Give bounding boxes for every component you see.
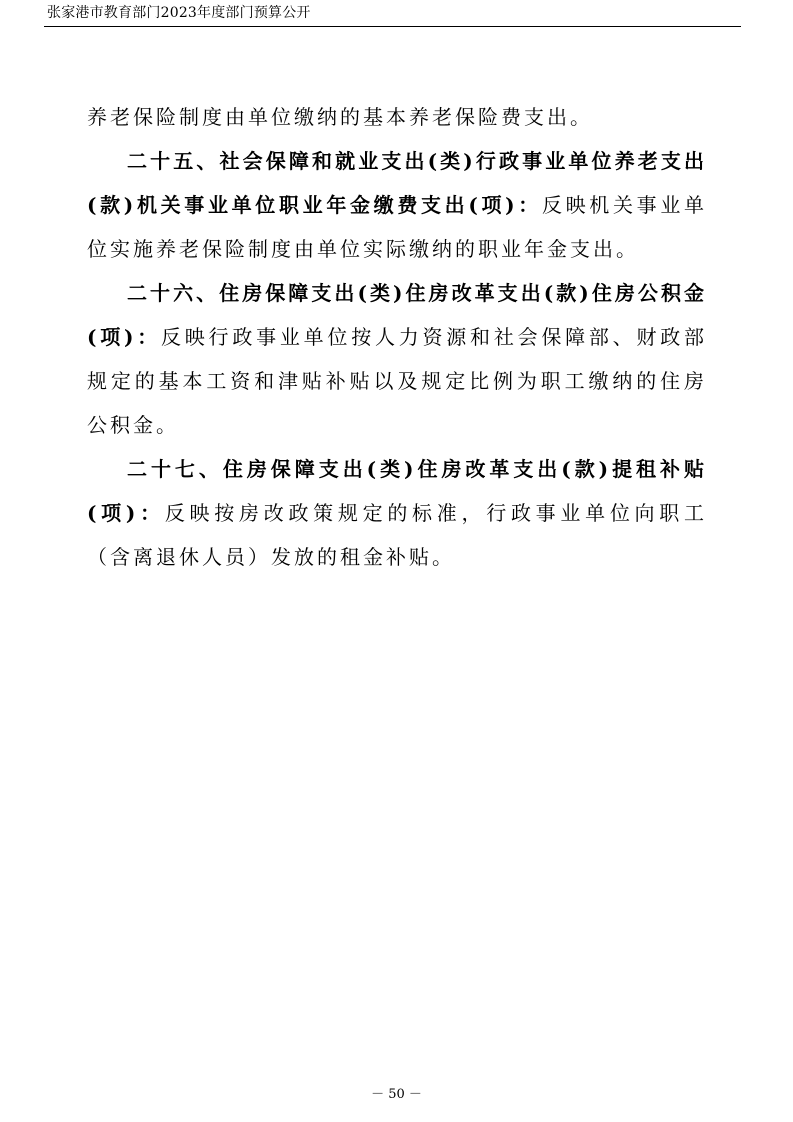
paragraph-continuation <box>87 95 707 139</box>
item-heading: 二十七、住房保障支出(类)住房改革支出(款)提租补贴(项)： <box>87 457 707 525</box>
paragraph-item-26 <box>87 271 707 447</box>
item-heading: 二十六、住房保障支出(类)住房改革支出(款)住房公积金(项)： <box>87 281 707 349</box>
page-number: － 50 － <box>371 1087 422 1102</box>
paragraph-item-25 <box>87 139 707 271</box>
item-description: 反映行政事业单位按人力资源和社会保障部、财政部规定的基本工资和津贴补贴以及规定比例为职工缴纳的住房公积金。 <box>87 325 707 437</box>
document-body <box>87 95 707 579</box>
item-heading: 二十五、社会保障和就业支出(类)行政事业单位养老支出(款)机关事业单位职业年金缴费支出(项)： <box>87 149 707 217</box>
item-description: 反映机关事业单位实施养老保险制度由单位实际缴纳的职业年金支出。 <box>87 193 707 261</box>
header-divider <box>44 26 741 27</box>
paragraph-text: 养老保险制度由单位缴纳的基本养老保险费支出。 <box>87 105 593 129</box>
item-description: 反映按房改政策规定的标准，行政事业单位向职工（含离退休人员）发放的租金补贴。 <box>87 501 708 569</box>
header-title: 张家港市教育部门2023年度部门预算公开 <box>47 5 311 21</box>
paragraph-item-27 <box>87 447 707 579</box>
